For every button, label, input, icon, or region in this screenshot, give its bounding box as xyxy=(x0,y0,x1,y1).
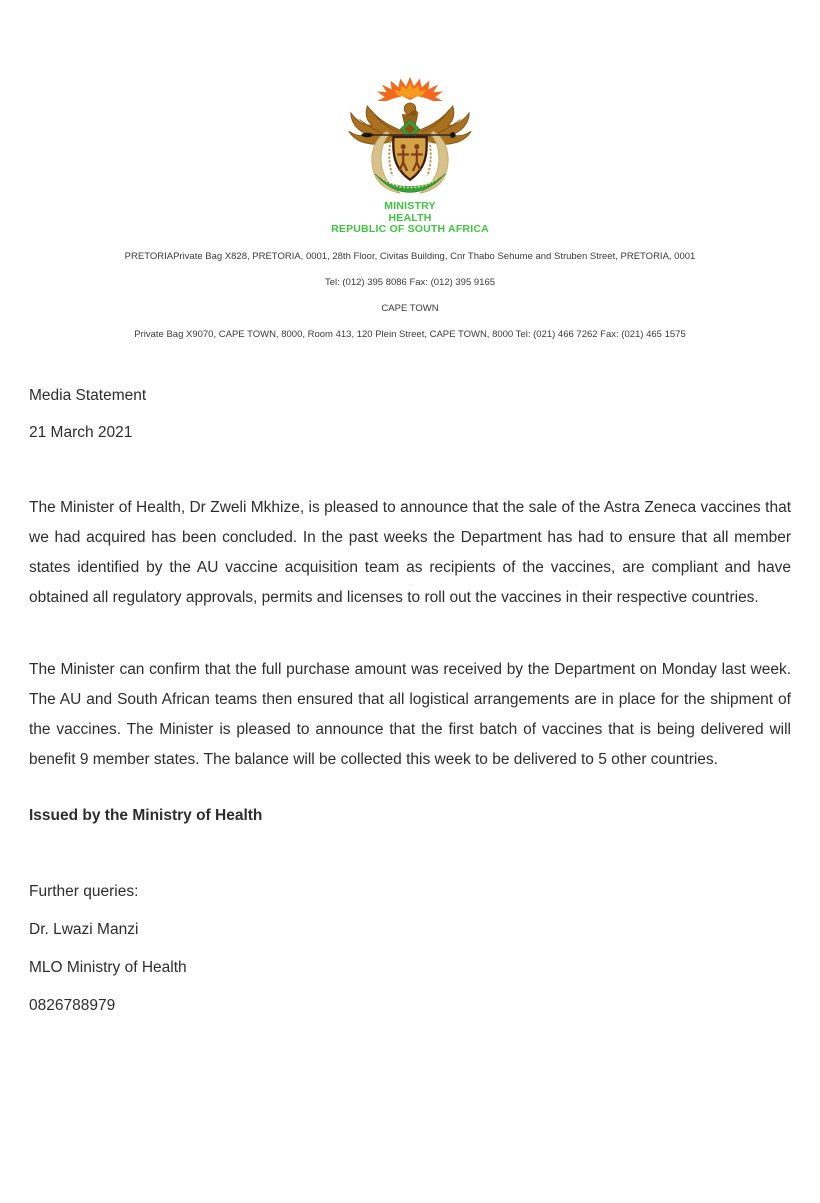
shield xyxy=(393,137,427,180)
ministry-line-2: HEALTH xyxy=(388,211,432,224)
coat-of-arms-icon xyxy=(342,76,478,196)
letterhead xyxy=(0,76,820,340)
contact-phone: 0826788979 xyxy=(29,996,116,1014)
further-queries-label: Further queries: xyxy=(29,882,139,900)
issued-by-line: Issued by the Ministry of Health xyxy=(29,806,263,824)
paragraph-2: The Minister can confirm that the full purchase amount was received by the Department on Monday last week. The AU and South African teams then ensured that all logistical arrangements are in place for the shipment of the vaccines. The Minister is pleased to announce that the first batch of vaccines that is being delivered will benefit 9 member states. The balance will be collected this week to be delivered to 5 other countries. xyxy=(29,660,791,768)
address-capetown: Private Bag X9070, CAPE TOWN, 8000, Room 413, 120 Plein Street, CAPE TOWN, 8000 Tel: (021) 466 7262 Fax: (021) 465 1575 xyxy=(134,328,686,340)
statement-body xyxy=(29,386,791,1021)
address-capetown-heading: CAPE TOWN xyxy=(381,302,439,314)
address-tel-fax: Tel: (012) 395 8086 Fax: (012) 395 9165 xyxy=(324,276,496,288)
doc-type-label: Media Statement xyxy=(29,386,147,404)
address-pretoria: PRETORIAPrivate Bag X828, PRETORIA, 0001, 28th Floor, Civitas Building, Cnr Thabo Sehume and Struben Street, PRETORIA, 0001 xyxy=(124,250,696,262)
ministry-line-3: REPUBLIC OF SOUTH AFRICA xyxy=(331,223,489,235)
contact-title: MLO Ministry of Health xyxy=(29,958,187,976)
contact-name: Dr. Lwazi Manzi xyxy=(29,920,139,938)
paragraph-1: The Minister of Health, Dr Zweli Mkhize, is pleased to announce that the sale of the Astra Zeneca vaccines that we had acquired has been concluded. In the past weeks the Department has had to ensure that all member states identified by the AU vaccine acquisition team as recipients of the vaccines, are compliant and have obtained all regulatory approvals, permits and licenses to roll out the vaccines in their respective countries. xyxy=(29,498,791,606)
ministry-line-1: MINISTRY xyxy=(384,200,436,212)
ministry-title-block xyxy=(0,201,820,236)
date-label: 21 March 2021 xyxy=(29,423,133,441)
